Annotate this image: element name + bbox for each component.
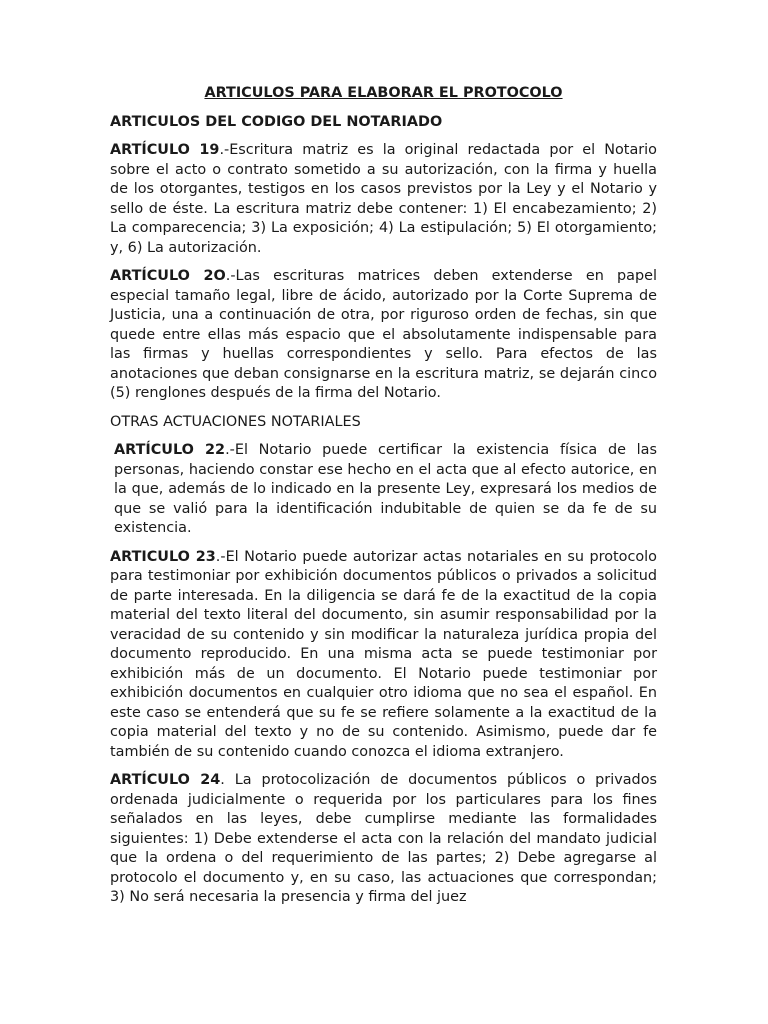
- article-22-paragraph: [110, 441, 657, 539]
- article-23-text: .-El Notario puede autorizar actas notariales en su protocolo para testimoniar por exhibición documentos públicos o privados a solicitud de parte interesada. En la diligencia se dará fe de la exactitud de la copia material del texto literal del documento, sin asumir responsabilidad por la veracidad de su contenido y sin modificar la naturaleza jurídica propia del documento reproducido. En una misma acta se puede testimoniar por exhibición más de un documento. El Notario puede testimoniar por exhibición documentos en cualquier otro idioma que no sea el español. En este caso se entenderá que su fe se refiere solamente a la exactitud de la copia material del texto y no de su contenido. Asimismo, puede dar fe también de su contenido cuando conozca el idioma extranjero.: [110, 548, 657, 760]
- section-heading-codigo-notariado: ARTICULOS DEL CODIGO DEL NOTARIADO: [110, 113, 443, 130]
- article-23-paragraph: [110, 548, 657, 763]
- article-20-paragraph: [110, 267, 657, 404]
- article-20-label: ARTÍCULO 2O: [110, 268, 226, 284]
- article-19-text: .-Escritura matriz es la original redactada por el Notario sobre el acto o contrato sometido a su autorización, con la firma y huella de los otorgantes, testigos en los casos previstos por la Ley y el Notario y sello de éste. La escritura matriz debe contener: 1) El encabezamiento; 2) La comparecencia; 3) La exposición; 4) La estipulación; 5) El otorgamiento; y, 6) La autorización.: [110, 142, 657, 256]
- section-heading-otras-actuaciones: OTRAS ACTUACIONES NOTARIALES: [110, 413, 361, 430]
- document-title: ARTICULOS PARA ELABORAR EL PROTOCOLO: [204, 85, 563, 101]
- article-22-label: ARTÍCULO 22: [114, 442, 226, 458]
- document-page: [110, 84, 657, 917]
- article-24-paragraph: [110, 771, 657, 908]
- article-24-label: ARTÍCULO 24: [110, 772, 221, 788]
- article-19-label: ARTÍCULO 19: [110, 142, 220, 158]
- article-22-text: .-El Notario puede certificar la existencia física de las personas, haciendo constar ese hecho en el acta que al efecto autorice, en la que, además de lo indicado en la presente Ley, expresará los medios de que se valió para la identificación indubitable de quien se da fe de su existencia.: [114, 442, 658, 536]
- article-19-paragraph: [110, 141, 657, 258]
- article-23-label: ARTICULO 23: [110, 548, 216, 565]
- article-24-text: . La protocolización de documentos públicos o privados ordenada judicialmente o requerida por los particulares para los fines señalados en las leyes, debe cumplirse mediante las formalidades siguientes: 1) Debe extenderse el acta con la relación del mandato judicial que la ordena o del requerimiento de las partes; 2) Debe agregarse al protocolo el documento y, en su caso, las actuaciones que correspondan; 3) No será necesaria la presencia y firma del juez: [110, 772, 657, 905]
- article-20-text: .-Las escrituras matrices deben extenderse en papel especial tamaño legal, libre de ácido, autorizado por la Corte Suprema de Justicia, una a continuación de otra, por riguroso orden de fechas, sin que quede entre ellas más espacio que el absolutamente indispensable para las firmas y huellas correspondientes y sello. Para efectos de las anotaciones que deban consignarse en la escritura matriz, se dejarán cinco (5) renglones después de la firma del Notario.: [110, 268, 657, 401]
